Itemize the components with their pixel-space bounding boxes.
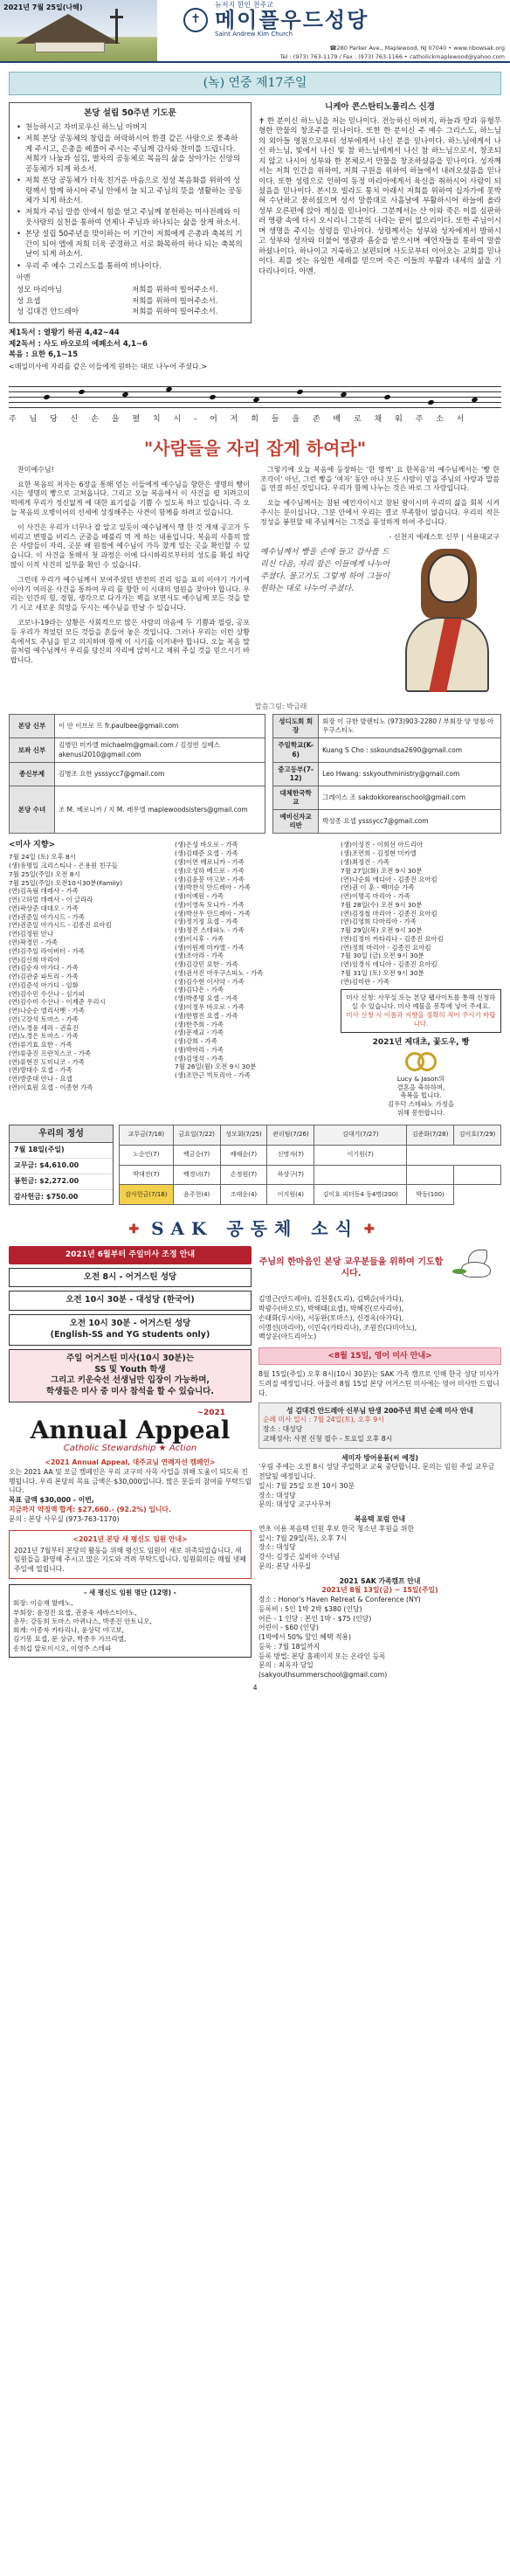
mass-schedule-sub: (English-SS and YG students only)	[50, 1329, 210, 1340]
camp-line: 장소 : Honor's Haven Retreat & Conference (NY)	[258, 1596, 421, 1604]
mass-intention-line: (연)김영희 다마리아 - 가족	[341, 918, 417, 926]
augustine-mass-notice	[9, 1349, 252, 1402]
lecture-line: 장소: 대성당	[258, 1491, 296, 1499]
mass-intention-line: (생)한주희 - 가족	[175, 1020, 224, 1028]
duty-cell: 노순민(7)	[120, 1145, 174, 1165]
intercession-response: 저희를 위하여 빌어주소서.	[132, 286, 218, 295]
forum-line: 연초 이용 복음텍 인원 후보 한국 청소년 후원을 위한	[258, 1524, 414, 1533]
mass-intention-line: (연)김신희 마리아	[9, 955, 60, 964]
mass-intention-line: (연)김관중 파트리 - 가족	[9, 973, 79, 981]
jubilee-line: 교해성사: 사전 신청 필수 - 토요일 오후 8시	[263, 1434, 393, 1443]
wedding-offering	[341, 1038, 501, 1118]
mass-intention-line: (생)조아라 - 가족	[175, 952, 224, 960]
mass-intention-line: (생)김태준 요셉 - 가족	[175, 849, 238, 858]
appeal-info	[9, 1458, 252, 1525]
sak-news-title: ✚ SAK 공동체 소식 ✚	[0, 1217, 510, 1241]
duty-row	[120, 1145, 501, 1165]
mass-intention-line: (생)한범진 요셉 - 가족	[175, 1011, 238, 1020]
mass-intention-line: (생)박선우 안드레아 - 가족	[175, 909, 251, 918]
creed-title: 니케아 콘스탄티노폴리스 신경	[325, 101, 435, 112]
mass-intention-line: (연)김순자 아가다 - 가족	[9, 964, 79, 973]
duty-cell: 김이호(7/29)	[454, 1125, 501, 1145]
mass-intention-line: (생)최정건 - 가족	[341, 857, 389, 866]
mass-schedule-item: 오전 10시 30분 - 어거스틴 성당	[69, 1319, 191, 1329]
camp-line: (sakyouthsummerschool@gmail.com)	[258, 1671, 388, 1679]
homily-paragraph: 그렇기에 오늘 복음에 등장하는 '한 명씩' 요 한복음'의 예수님께서는 '빵 한 조각이' 아닌, 그런 빵을 '여자' 동안 아니 모든 사람이 믿을 주님의 사랑과 말씀을 연결 하신 것입니다. 우리가 함께 나누는 것은 바로 그 사랑입니다.	[260, 465, 500, 493]
new-officers-title: <2021년 본당 새 평신도 임원 안내>	[72, 1535, 188, 1544]
directory-value: 김병조 요한 ysssycc7@gmail.com	[55, 762, 265, 786]
duty-cell: 이지원(4)	[267, 1185, 314, 1205]
duty-cell: 교무금(7/18)	[120, 1125, 174, 1145]
camp-line: 문의 : 최옥자 당일	[258, 1661, 314, 1670]
prayer-line: • 천능하시고 자비로우신 하느님 아버지	[17, 123, 244, 133]
mass-intentions-title: <미사 지향>	[9, 841, 55, 850]
mass-intention-line: (연)노경은 토마스 - 가족	[9, 1032, 79, 1041]
wedding-line: 김우덕 스테파노 가정을	[387, 1100, 455, 1109]
mass-intention-line: (연)권 이 훈 - 백미순 가족	[341, 883, 415, 892]
duty-roster	[119, 1125, 501, 1206]
family-camp-title: 2021 SAK 가족캠프 안내	[339, 1576, 421, 1585]
mass-intention-line: (연)김정원 안나	[9, 930, 53, 938]
notice-line: SS 및 Youth 학생	[94, 1364, 166, 1375]
mass-intention-line: 7월 27일(화) 오전 9시 30분	[341, 866, 423, 875]
jubilee-mass-title: 성 김대건 안드레아 신부님 탄생 200주년 희년 순례 미사 안내	[286, 1406, 473, 1415]
mass-intention-line: (연)나순순 엘리사벳 - 가족	[9, 1007, 85, 1015]
parish-name-en: Saint Andrew Kim Church	[215, 31, 293, 38]
mass-intention-line: 7월 29일(목) 오전 9시 30분	[341, 926, 423, 935]
mass-intention-line: (연)정희 마리아 - 김종진 요아킴	[341, 943, 431, 952]
mass-intention-line: (연)곽경민 - 가족	[9, 938, 58, 946]
church-photo	[0, 0, 157, 61]
mass-intention-line: (연)류현진 도미니코 - 가족	[9, 1057, 85, 1066]
intercession-response: 저희를 위하여 빌어주소서.	[132, 296, 218, 306]
mass-intention-line: (생)박찬식 안드레아 - 가족	[175, 883, 251, 892]
mass-intention-line: (생)김다은 - 가족	[175, 986, 224, 994]
jubilee-line: 장소 : 대성당	[263, 1425, 303, 1434]
camp-line: 등록 : 7월 18일까지	[258, 1642, 320, 1651]
staff-directory	[9, 714, 501, 834]
duty-cell: 윤주현(4)	[173, 1185, 220, 1205]
directory-value: Leo Hwang: sskyouthministry@gmail.com	[319, 762, 501, 786]
directory-label: 대체한국학교	[273, 786, 319, 809]
mass-intention-line: 7월 26일(월) 오전 9시 30분	[175, 1063, 257, 1071]
sick-prayer-heading: 주님의 한마음인 본당 교우분들을 위하여 기도합시다.	[258, 1257, 444, 1279]
mass-intention-line: 7월 28일(수) 오전 9시 30분	[341, 900, 423, 909]
mass-intention-line: (연)김옥림 데레사 - 가족	[9, 887, 79, 896]
intercession-response: 저희를 위하여 빌어주소서.	[132, 308, 218, 316]
church-logo-icon: ✝	[183, 8, 208, 32]
intercession-saint: 성 김대건 안드레아	[17, 308, 79, 316]
forum-notice	[258, 1515, 501, 1572]
english-mass-text: 8월 15일(주일) 오후 8시(10시 30분)는 SAK 가족 캠프로 인해 한국 성당 미사가 드려질 예정입니다. 아울러 8월 15일 본당 어거스틴 미사에는 영어 미사만 드립니다.	[258, 1370, 500, 1397]
parish-phone: Tel : (973) 763-1179 / Fax : (973) 763-1166 • catholickmaplewood@yahoo.com	[279, 52, 505, 60]
duty-cell: 조태운(4)	[220, 1185, 267, 1205]
forum-line: 장소: 대성당	[258, 1543, 296, 1552]
forum-title: 복음텍 포럼 안내	[354, 1515, 406, 1524]
intercession-saint: 성 요셉	[17, 296, 41, 306]
duty-row	[120, 1125, 501, 1145]
appeal-goal: 목표 금액 $30,000 - 이번,	[9, 1496, 94, 1505]
forum-line: 일시: 7월 29일(목), 오후 7시	[258, 1534, 348, 1542]
mass-intention-line: (생)이연 베로니카 - 가족	[175, 857, 245, 866]
reading-item: 제2독서 : 사도 바오로의 에페소서 4,1~6	[9, 339, 148, 349]
homily-paragraph: 찬미예수님!	[17, 465, 54, 474]
mass-intention-line: (연)권준일 아가시드 - 가족	[9, 912, 85, 921]
mass-intention-line: (생)이시후 - 가족	[175, 934, 224, 943]
officers-list-title: - 새 평신도 임원 명단 (12명) -	[84, 1589, 176, 1597]
offering-row: 감사헌금: $750.00	[14, 1192, 79, 1201]
wedding-rings-icon	[341, 1052, 501, 1071]
camp-line: (1박에서 50% 할인 혜택 적용)	[258, 1633, 352, 1642]
directory-value: 김병민 미카엘 michaelm@gmail.com / 김정빈 실베스 akenusi2010@gmail.com	[55, 738, 265, 762]
mass-intention-line: (연)나순회 에디아 - 김종진 요아킴	[341, 875, 438, 883]
mass-intention-line: (생)조만근 빅토리아 - 가족	[175, 1071, 251, 1080]
music-note-icon	[78, 389, 85, 395]
forum-line: 문의: 본당 사무실	[258, 1562, 312, 1570]
prayer-name-line: 박광수(바오로), 박해태(요셉), 박혜진(로사리아),	[258, 1305, 404, 1313]
prayer-line: • 우리 주 예수 그리스도를 통하여 비나이다.	[17, 262, 244, 272]
officer-line: 회장: 이승재 발레노,	[13, 1599, 73, 1608]
mass-intention-line: (연)김정미 카타리나 - 김종진 요아킴	[341, 934, 444, 943]
mass-intention-line: (연)류충진 프란치스코 - 가족	[9, 1049, 92, 1057]
mass-intention-line: (생)문재교 - 가족	[175, 1028, 224, 1037]
handwritten-verse: 예수님께서 빵을 손에 들고 감사를 드리신 다음, 자리 잡은 이들에게 나누어 주셨다. 물고기도 그렇게 하여 그들이 원하는 대로 나누어 주셨다.	[260, 548, 389, 594]
officer-line: 총무: 강동희 토마스 아퀴나스, 박종진 안토니오,	[13, 1617, 152, 1625]
homily-paragraph: 이 사건은 우리가 너무나 잘 알고 있듯이 예수님께서 행 한 것 게채 공고가 두 비리고 변명을 비리스 군중을 배불리 먹 게 하는 내용입니다. 복음의 사흘의 많은 사람들이 자리, 곳분 배 원점에 예수님이 가득 찼계 있는 곳을 확인할 수 있습니다. 이 사건을 통해서 첫 과정은 이에 다시하리로부터의 성도를 확실 하당 많이 이적 사건의 일부를 확인 수 있습니다.	[10, 523, 250, 569]
readings-list	[9, 329, 252, 360]
parish-address: ☎280 Parker Ave., Maplewood, NJ 07040 • www.nbowsak.org	[329, 44, 505, 52]
mass-intention-line: (생)이정우 바오로 - 가족	[175, 1002, 245, 1011]
duty-cell: 백금순(7)	[173, 1145, 220, 1165]
illustration-credit: 말씀그림: 박금래	[255, 703, 307, 711]
mass-intention-line: (연)이명곡 마리아 - 가족	[341, 892, 410, 901]
mass-intention-line: (연)고장석 토마스 - 가족	[9, 1014, 79, 1023]
directory-label: 본당 수녀	[10, 786, 55, 834]
directory-value: 이 안 이브로 프 fr.paulbee@gmail.com	[55, 715, 265, 738]
appeal-contact: 문의 : 본당 사무실 (973-763-1170)	[9, 1515, 120, 1524]
notice-line: 주일 어거스틴 미사(10시 30분)는	[66, 1353, 194, 1363]
duty-cell	[454, 1165, 501, 1185]
prayer-name-line: 김명근(안드레아), 김천홍(도리), 김택순(아가다),	[258, 1295, 404, 1304]
music-staff	[9, 383, 501, 412]
directory-label: 보좌 신부	[10, 738, 55, 762]
appeal-body: 오는 2021 AA 및 모금 캠페인은 우리 교구의 사목 사업을 위해 도움이 되도록 진행됩니다. 우리 본당의 목표 금액은 $30,000입니다. 많은 분들의 참여를 부탁드립니다.	[9, 1467, 252, 1495]
intercession-saint: 성모 마리아님	[17, 286, 62, 295]
mass-intention-line: (생)정진 스테파노 - 가족	[175, 926, 245, 935]
jesus-illustration	[395, 547, 500, 696]
song-lyrics: 주 님 당 신 손 을 펼 치 시 - 어 저 희 들 을 존 배 로 채 워 주 소 서	[9, 414, 470, 424]
mass-intention-line: (생)김수현 이사악 - 가족	[175, 977, 245, 986]
duty-cell: 백경녀(7)	[173, 1165, 220, 1185]
mass-notice-text: 미사 신청: 사무실 또는 본당 웹사이트를 통해 신청하실 수 있습니다. 미사 예물을 봉투에 넣어 주세요.	[346, 994, 496, 1011]
duty-cell: 김대기(7/27)	[314, 1125, 407, 1145]
duty-cell: 이기원(7)	[314, 1145, 407, 1165]
prayer-name-line: 손태화(루시아), 서동완(토마스), 신경옥(아가다),	[258, 1313, 404, 1322]
mass-intention-line: (생)박마리 - 가족	[175, 1045, 224, 1054]
duty-cell	[407, 1165, 454, 1185]
duty-cell: 성모회(7/25)	[220, 1125, 267, 1145]
duty-cell: 김이호 피터동4 동4명(200)	[314, 1185, 407, 1205]
english-mass-title: <8월 15일, 영어 미사 안내>	[258, 1347, 501, 1365]
prayer-name-line: 이명선(마리아), 이민숙(카타리나), 조원진(다미아노),	[258, 1323, 417, 1332]
creed-text: ✝ 한 분이신 하느님을 저는 믿나이다. 전능하신 아버지, 하늘과 땅과 유형무형한 만물의 창조주를 믿나이다. 또한 한 분이신 주 예수 그리스도, 하느님의 외아들 영원으로부터 성부에게서 나신 분을 믿나이다. 하느님에게서 나신 하느님, 빛에서 나신 빛 참 하느님에게서 나신 참 하느님으로서, 창조되지 않고 나시어 성부와 한 본체로서 만물을 창조하셨음을 믿나이다. 성자께서는 저희 인간을 위하여, 저희 구원을 위하여 하늘에서 내려오셨음을 믿나이다. 또한 성령으로 인하여 동정 마리아에게서 육신을 취하시어 사람이 되셨음을 믿나이다. 본시오 빌라도 통치 아래서 저희를 위하여 십자가에 못박혀 수난하고 묻히셨으며 성서 말씀대로 사흘날에 부활하시어 하늘에 올라 성부 오른편에 앉아 계심을 믿나이다. 그분께서는 산 이와 죽은 이를 심판하러 영광 속에 다시 오시리니 그분의 나라는 끝이 없으리이다. 또한 주님이시며 생명을 주시는 성령을 믿나이다. 성령께서는 성부와 성자에게서 발하시고 성부와 성자와 더불어 영광과 흠숭을 받으시며 예언자들을 통하여 말씀하셨나이다. 하나이고 거룩하고 보편되며 사도로부터 이어오는 교회를 믿나이다. 죄를 씻는 유일한 세례를 믿으며 죽은 이들의 부활과 내세의 삶을 기다리나이다. 아멘.	[258, 116, 501, 276]
music-note-icon	[427, 399, 434, 405]
directory-label: 성디도회 회장	[273, 715, 319, 738]
new-officers-text: 2021년 7월부터 본당의 활동을 위해 평신도 임원이 새로 위촉되었습니다. 새 임원들을 환영해 주시고 많은 기도와 격려 부탁드립니다. 임원회의는 매월 넷째 주일에 열립니다.	[14, 1546, 246, 1573]
appeal-title: Annual Appeal	[30, 1416, 231, 1445]
camp-line: 어린이 - $60 (인당)	[258, 1624, 319, 1632]
camp-line: 등록비 : 5인 1박 2박 $380 (인당)	[258, 1604, 362, 1613]
music-note-icon	[383, 394, 390, 400]
prayer-line: • 저희 본당 공동체의 창립을 허락하시어 한결 같은 사랑으로 풍족하게 주시고, 은총을 베풀어 주시는 주님께 감사와 찬미를 드립니다. 저희가 나눔과 섬김, 열차의 공동체로 복음의 삶을 살아가는 신앙의 공동체가 되게 하소서.	[17, 135, 244, 175]
directory-value: 회장 이 규한 발렌티노 (973)903-2280 / 부회장 양 영철 아우구스티노	[319, 715, 501, 738]
mass-intention-line: (생)유명일 크리스티나 - 은용원 친구들	[9, 862, 118, 870]
mass-intention-line: (생)권서진 아우구스띠노 - 가족	[175, 968, 264, 977]
notice-line: 그리고 키운숙선 선생님만 입장이 가능하며,	[50, 1375, 210, 1386]
liturgical-title: (녹) 연중 제17주일	[9, 72, 501, 95]
intercession-list	[17, 286, 244, 317]
mass-intention-line: (생)이예원 - 가족	[175, 892, 224, 901]
mass-intentions	[0, 834, 510, 1124]
mass-schedule-box	[9, 1314, 252, 1346]
duty-cell: 박동(100)	[407, 1185, 454, 1205]
directory-value: 조 M. 베로니카 / 지 M. 레무엘 maplewoodsisters@gmail.com	[55, 786, 265, 834]
mass-intention-line: (생)은성 바오로 - 가족	[175, 841, 238, 849]
appeal-current: 지금까지 약정액 합계: $27,660.- (92.2%) 입니다.	[9, 1506, 171, 1514]
wedding-line: 축복을 빕니다.	[400, 1091, 442, 1100]
mass-notice-red: 미사 신청 시 이름과 지향을 정확히 적어 주시기 바랍니다.	[346, 1011, 496, 1028]
parish-name: 메이플우드성당	[215, 7, 369, 33]
mass-intention-line: (생)이성진 - 이희선 아드리아	[341, 841, 424, 849]
duty-cell: 김준화(7/28)	[407, 1125, 454, 1145]
notice-line: 학생들은 미사 중 미사 참석을 할 수 있습니다.	[46, 1387, 214, 1397]
lecture-line: '우림 주에는 오전 8시 성당 주일학교 교육 중단합니다. 문의는 임원 주일 교무금 전달될 예정입니다.	[258, 1463, 495, 1481]
lecture-line: 일시: 7월 25일 오전 10시 30분	[258, 1481, 355, 1490]
prayer-line: • 본당 설립 50주년을 맞이하는 이 기간이 저희에게 은총과 축복의 기간이 되어 앱에 저희 더욱 공경하고 서로 화목하여 하나 되는 축복의 날이 되게 하소서.	[17, 230, 244, 260]
officer-line: 송희섭 알로이시오, 이영주 스테파	[13, 1644, 112, 1652]
parish-logo	[183, 1, 510, 39]
annual-appeal-logo	[9, 1408, 252, 1455]
mass-intention-line: (연)방대수 요셉 - 가족	[9, 1066, 72, 1075]
mass-schedule-box	[9, 1268, 252, 1288]
directory-value: 그레이스 조 sakdokkoreanschool@gmail.com	[319, 786, 501, 809]
prayer-line: • 저희가 주님 말씀 안에서 힘을 얻고 주님께 봉헌하는 미사전례와 이웃사랑의 실천을 통하여 언제나 주님과 하나되는 삶을 살게 하소서.	[17, 208, 244, 228]
mass-intention-line: (생)강희 - 가족	[175, 1037, 217, 1046]
mass-intention-line: (연)김미란 - 가족	[341, 977, 389, 986]
mass-intention-line: (생)김강민 요한 - 가족	[175, 960, 238, 969]
mass-intention-line: (생)오성하 베드로 - 가족	[175, 866, 245, 875]
mass-intention-line: (생)김영석 - 가족	[175, 1054, 224, 1063]
mass-intention-line: 7월 25일(주일) 오전10시30분(Family)	[9, 878, 123, 887]
family-camp-date: 2021년 8월 13일(금) ~ 15일(주일)	[321, 1586, 438, 1595]
forum-line: 강사: 김정곤 실비아 수녀님	[258, 1553, 340, 1562]
offering-row: 봉헌금: $2,272.00	[10, 1174, 113, 1190]
wedding-line: Lucy & Jason의	[396, 1074, 445, 1083]
duty-cell: 관리팀(7/26)	[267, 1125, 314, 1145]
mass-intention-line: (연)김정철 마리아 - 김종진 요아킴	[341, 909, 438, 918]
prayer-line: • 저희 본당 공동체가 더욱 친거운 마음으로 정성 복음화를 위하여 성령께서 함께 하시어 주님 안에서 늘 되고 주님의 뜻을 생활하는 공동체가 되게 하소서.	[17, 177, 244, 206]
lecture-line: 문의: 대성당 교구사무처	[258, 1500, 331, 1509]
cross-icon	[115, 9, 118, 44]
music-note-icon	[209, 394, 216, 400]
mass-intention-line: 7월 31일 (토) 오전 9시 30분	[341, 968, 424, 977]
new-officers-notice	[9, 1530, 252, 1579]
directory-label: 본당 신부	[10, 715, 55, 738]
mass-intention-line: (연)김수민 수산나 - 심가피	[9, 989, 85, 998]
directory-value: Kuang S Cho : sskoundsa2690@gmail.com	[319, 738, 501, 762]
mass-intention-line: (생)조연희 - 김정현 미카엘	[341, 849, 417, 858]
prayer-name-line: 백상운(아드리아노)	[258, 1333, 317, 1341]
homily-paragraph: 코로나-19라는 상황은 사회적으로 많은 사람의 마음에 두 기쁨과 필링, 공포 등 우리가 적었던 모든 것들을 흔들어 놓은 것입니다. 그러나 우리는 이런 상황 속에서도 주님을 믿고 의지하며 함께 이 시기를 이겨내야 합니다. 오늘 복음 말씀처럼 예수님께서 우리를 당신의 자리에 앉히시고 채워 주실 것을 믿으시기 바랍니다.	[10, 618, 250, 665]
reading-item: 제1독서 : 열왕기 하권 4,42~44	[9, 329, 120, 338]
mass-intention-line: (연)김수미 수산나 - 이제준 우리시	[9, 998, 106, 1007]
mass-intention-line: (생)박종명 요셉 - 가족	[175, 994, 238, 1003]
duty-cell: 금요일(7/22)	[173, 1125, 220, 1145]
mass-request-notice	[341, 989, 501, 1033]
homily-title: "사람들을 자리 잡게 하여라"	[143, 437, 367, 459]
homily-paragraph: 오늘 예수님께서는 참된 예언자이시고 참된 왕이시며 우리의 삶을 회복 시켜주시는 분이십니다. 그분 안에서 우리는 결코 부족함이 없습니다. 우리의 작은 정성을 봉헌할 때 주님께서는 그것을 풍성하게 하여 주십니다.	[260, 499, 500, 526]
officers-list	[9, 1584, 252, 1658]
mass-intention-line: (연)류기효 요한 - 가족	[9, 1041, 72, 1049]
offering-title: 우리의 정성	[10, 1125, 113, 1144]
homily-paragraph: 요한 복음의 저자는 6장을 통해 얻는 이들에게 예수님을 향한은 생명의 빵이시는 생명의 빵으로 고쳐옵니다. 그리고 오늘 복음에서 이 사건을 펼 치려고의 떡에게 무리가 정신없게 예 대한 표기설을 기쁨 수 있도록 하고 있습니다. 즉 오늘 복음의 오병이어의 선세에 상징해주는 사견이 함께를 하려고 있습니다.	[10, 480, 250, 516]
mass-intention-line: 7월 25일(주일) 오전 8시	[9, 869, 80, 878]
duty-row	[120, 1165, 501, 1185]
directory-label: 예비신자교리반	[273, 810, 319, 834]
mass-intention-line: (연)고하얼 데레사 - 이 글라라	[9, 896, 93, 904]
reading-item: 복음 : 요한 6,1~15	[9, 350, 79, 360]
bulletin-header	[0, 0, 510, 63]
mass-intention-line: (생)이원재 미카엘 - 가족	[175, 943, 245, 952]
wedding-line: 결혼을 축하하며,	[396, 1083, 445, 1091]
mass-intention-line: 7월 24일 (토) 오후 8시	[9, 853, 76, 862]
mass-schedule-banner: 2021년 6월부터 주일미사 조정 안내	[9, 1246, 252, 1264]
readings-note: <매일미사에 자리를 같은 이들에게 원하는 대로 나누어 주셨다.>	[9, 362, 207, 370]
duty-row	[120, 1185, 501, 1205]
duty-cell: 손정원(7)	[220, 1165, 267, 1185]
lecture-title: 세미자 방어용품(씨 예정)	[341, 1453, 418, 1462]
page-number: 4	[252, 1683, 258, 1692]
dove-icon	[449, 1246, 501, 1290]
appeal-heading: <2021 Annual Appeal, 대주교님 연례자선 캠페인>	[45, 1458, 216, 1466]
offering-summary	[9, 1125, 114, 1206]
parish-subtitle: 뉴저지 한인 천주교	[215, 0, 273, 9]
mass-intention-line: (생)정기정 요셉 - 가족	[175, 918, 238, 926]
mass-intention-line: (연)곽상준 대대오 - 가족	[9, 904, 79, 912]
jubilee-mass-notice	[258, 1402, 501, 1449]
directory-label: 종신부제	[10, 762, 55, 786]
sick-prayer-list	[258, 1295, 501, 1342]
officer-line: 부회장: 윤정진 요셉, 권중욱 세바스티아노,	[13, 1608, 137, 1617]
directory-value: 박성종 요셉 ysssycc7@gmail.com	[319, 810, 501, 834]
wedding-title: 2021년 제대초, 꽃도우, 빵	[372, 1038, 470, 1048]
bulletin-date: 2021년 7월 25일(나해)	[3, 3, 83, 11]
duty-cell: 박대전(7)	[120, 1165, 174, 1185]
duty-cell: 하상구(7)	[267, 1165, 314, 1185]
wedding-line: 위해 봉헌합니다.	[396, 1108, 445, 1117]
mass-intention-line: (생)이영옥 모니카 - 가족	[175, 900, 245, 909]
mass-intention-line: (연)노경윤 세라 - 권휴진	[9, 1023, 79, 1032]
duty-cell	[314, 1165, 407, 1185]
amen-text: 아멘	[17, 274, 31, 282]
creed-section	[258, 102, 501, 277]
officer-line: 회계: 이종자 카타리나, 윤상덕 야고보,	[13, 1626, 125, 1635]
sak-news	[0, 1246, 510, 1679]
jubilee-line: 순례 미사 일시 : 7월 24일(토), 오후 9시	[263, 1416, 384, 1424]
mass-intention-line: (생)김윤봉 야고보 - 가족	[175, 875, 245, 883]
directory-label: 주일학교(K-6)	[273, 738, 319, 762]
appeal-year: ~2021	[196, 1409, 225, 1418]
directory-label: 중고등부(7-12)	[273, 762, 319, 786]
camp-line: 어른 - 1 인당 : 본인 1박 - $75 (인당)	[258, 1614, 372, 1623]
duty-cell: 감사헌금(7/18)	[120, 1185, 174, 1205]
music-note-icon	[43, 394, 50, 400]
camp-line: 등록 방법: 본당 홈페이지 또는 온라인 등록	[258, 1652, 386, 1660]
lecture-notice	[258, 1454, 501, 1511]
appeal-subtitle: Catholic Stewardship ★ Action	[63, 1444, 197, 1454]
mass-intention-line: (연)김주일 라이버터 - 가족	[9, 946, 85, 955]
music-note-icon	[296, 389, 303, 395]
anniversary-prayer-title: 본당 설립 50주년 기도문	[84, 107, 176, 118]
mass-intention-line: (연)방준대 안나 - 요셉	[9, 1075, 72, 1084]
mass-schedule-box	[9, 1291, 252, 1311]
duty-cell: 신명자(7)	[267, 1145, 314, 1165]
mass-intention-line: 7월 30일 (금) 오전 9시 30분	[341, 952, 424, 960]
mass-intention-line: (연)임경식 에디아 - 김종진 요아킴	[341, 960, 438, 969]
mass-intention-line: (연)권준일 아가시드 - 김종진 요아킴	[9, 921, 112, 930]
mass-schedule-item: 오전 8시 - 어거스틴 성당	[83, 1271, 177, 1282]
homily-signature: - 신천지 에레스토 신부 | 서용대교구	[389, 532, 500, 541]
mass-intention-line: (연)김준석 아가디 - 임화	[9, 980, 79, 989]
duty-cell: 배해순(7)	[220, 1145, 267, 1165]
offering-row: 교무금: $4,610.00	[10, 1159, 113, 1174]
mass-schedule-item: 오전 10시 30분 - 대성당 (한국어)	[65, 1295, 195, 1305]
mass-intention-line: (연)이효원 요셉 - 이종현 가족	[9, 1083, 93, 1091]
offering-date: 7월 18일(주일)	[10, 1143, 113, 1159]
homily-paragraph: 그런데 우리가 예수님께서 보여주셨던 반전의 진리 임을 표의 이야기 가기에 이야기 여러운 사건을 통하여 우리 를 향한 이 시대의 영원을 찾아야 합니다. 우리는 인간의 힘, 경험, 생각으로 다가가는 벽을 보면서도 예수님께 모든 것을 맡기 시고 새로운 희망을 두시는 예수님을 만날 수 있습니다.	[10, 575, 250, 613]
homily-body	[0, 466, 510, 696]
officer-line: 김기봉 요셉, 문 상규, 박종우 가브리엘,	[13, 1635, 127, 1644]
offering-section	[0, 1125, 510, 1206]
family-camp-notice	[258, 1577, 501, 1680]
anniversary-prayer-box	[9, 102, 252, 324]
